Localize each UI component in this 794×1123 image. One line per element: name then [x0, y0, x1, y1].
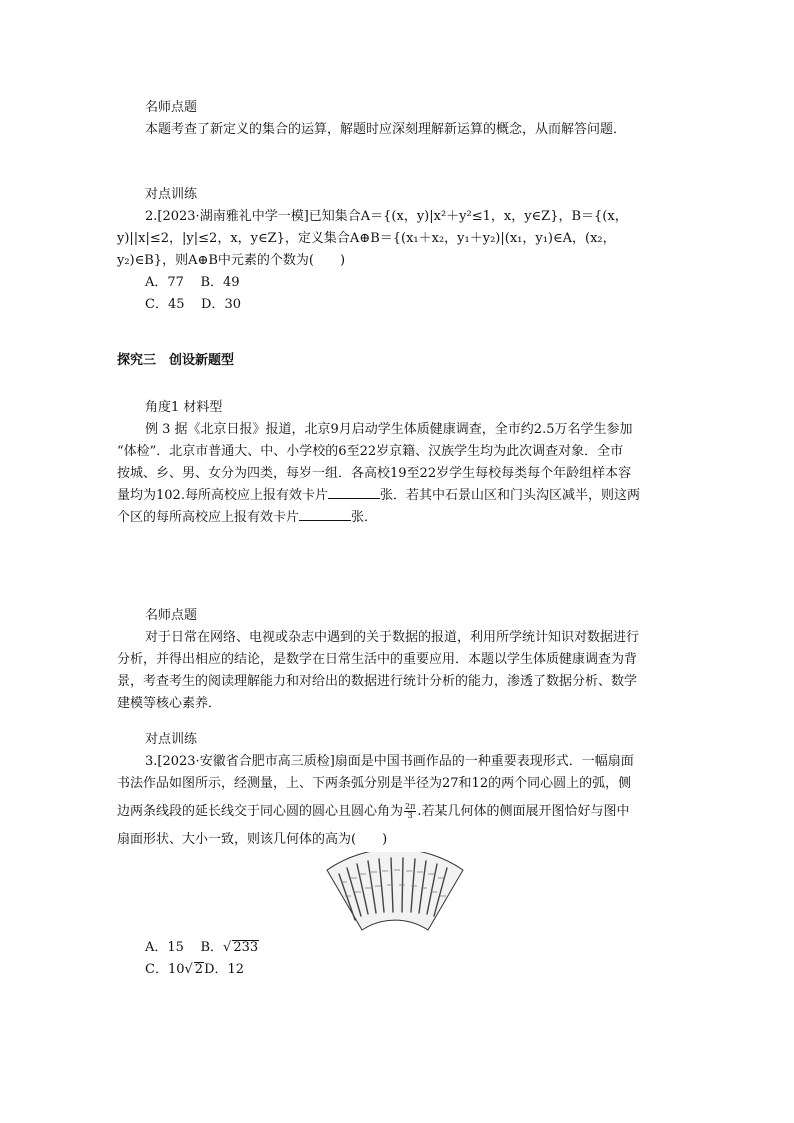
options-ab — [117, 272, 677, 294]
question-3-options — [117, 937, 705, 981]
option-a: A．77 — [145, 275, 184, 290]
example-line4: 量均为102.每所高校应上报有效卡片 张．若其中石景山区和门头沟区减半，则这两 — [117, 488, 640, 503]
practice-label: 对点训练 — [145, 732, 198, 747]
option-d: D．12 — [204, 962, 245, 977]
practice-label: 对点训练 — [145, 187, 198, 202]
fan-calligraphy-figure — [325, 852, 465, 937]
section-title: 探究三 创设新题型 — [117, 353, 235, 368]
question-2-line2: y)||x|≤2，|y|≤2，x，y∈Z}，定义集合A⊕B＝{(x₁＋x₂，y₁＋y₂)|(x₁，y₁)∈A，(x₂， — [117, 231, 616, 246]
teacher-label: 名师点题 — [145, 100, 198, 115]
teacher-comment-2 — [117, 605, 677, 715]
example-line1: 例 3 据《北京日报》报道，北京9月启动学生体质健康调查，全市约2.5万名学生参加 — [145, 422, 633, 437]
question-3-line3: 边两条线段的延长线交于同心圆的圆心且圆心角为 $\frac{2\pi}{3}$ .若某几何体的侧面展开图恰好与图中 — [117, 802, 630, 820]
example-line3: 按城、乡、男、女分为四类，每岁一组．各高校19至22岁学生每校每类每个年龄组样本容 — [117, 466, 632, 481]
comment-line2: 分析，并得出相应的结论，是数学在日常生活中的重要应用．本题以学生体质健康调查为背 — [117, 652, 638, 667]
options-cd — [117, 294, 677, 316]
answer-blank-1[interactable] — [328, 486, 380, 499]
example-line5: 个区的每所高校应上报有效卡片 张． — [117, 510, 378, 525]
option-b: B．49 — [200, 275, 240, 290]
option-d: D．30 — [201, 297, 241, 312]
fraction-2pi-over-3: $\frac{2\pi}{3}$ — [405, 802, 416, 820]
teacher-text: 本题考查了新定义的集合的运算，解题时应深刻理解新运算的概念，从而解答问题． — [145, 122, 627, 137]
question-3-line2: 书法作品如图所示，经测量，上、下两条弧分别是半径为27和12的两个同心圆上的弧，侧 — [117, 776, 632, 791]
option-b: B．√ 233 — [200, 940, 259, 955]
angle-label: 角度1 材料型 — [145, 400, 223, 415]
comment-line3: 景，考查考生的阅读理解能力和对给出的数据进行统计分析的能力，渗透了数据分析、数学 — [117, 674, 638, 689]
question-2-line3: y₂)∈B}，则A⊕B中元素的个数为( ) — [117, 253, 346, 268]
teacher-label: 名师点题 — [145, 608, 198, 623]
option-c: C．10√ 2 — [145, 962, 204, 977]
practice-3 — [117, 729, 677, 851]
option-c: C．45 — [145, 297, 185, 312]
comment-line4: 建模等核心素养． — [117, 696, 222, 711]
question-3-line1: 3.[2023·安徽省合肥市高三质检]扇面是中国书画作品的一种重要表现形式．一幅扇面 — [145, 754, 634, 769]
question-2-line1: 2.[2023·湖南雅礼中学一模]已知集合A＝{(x，y)|x²＋y²≤1，x，y∈Z}，B＝{(x， — [145, 209, 628, 224]
example-line2: “体检”．北京市普通大、中、小学校的6至22岁京籍、汉族学生均为此次调查对象．全市 — [117, 444, 624, 459]
practice-2 — [117, 184, 677, 316]
example-3 — [117, 397, 677, 529]
comment-line1: 对于日常在网络、电视或杂志中遇到的关于数据的报道，利用所学统计知识对数据进行 — [145, 630, 640, 645]
option-a: A．15 — [145, 940, 184, 955]
options-cd — [145, 959, 705, 981]
answer-blank-2[interactable] — [299, 508, 351, 521]
options-ab — [145, 937, 705, 959]
teacher-comment-1 — [117, 97, 705, 141]
question-3-line4: 扇面形状、大小一致，则该几何体的高为( ) — [117, 832, 388, 847]
